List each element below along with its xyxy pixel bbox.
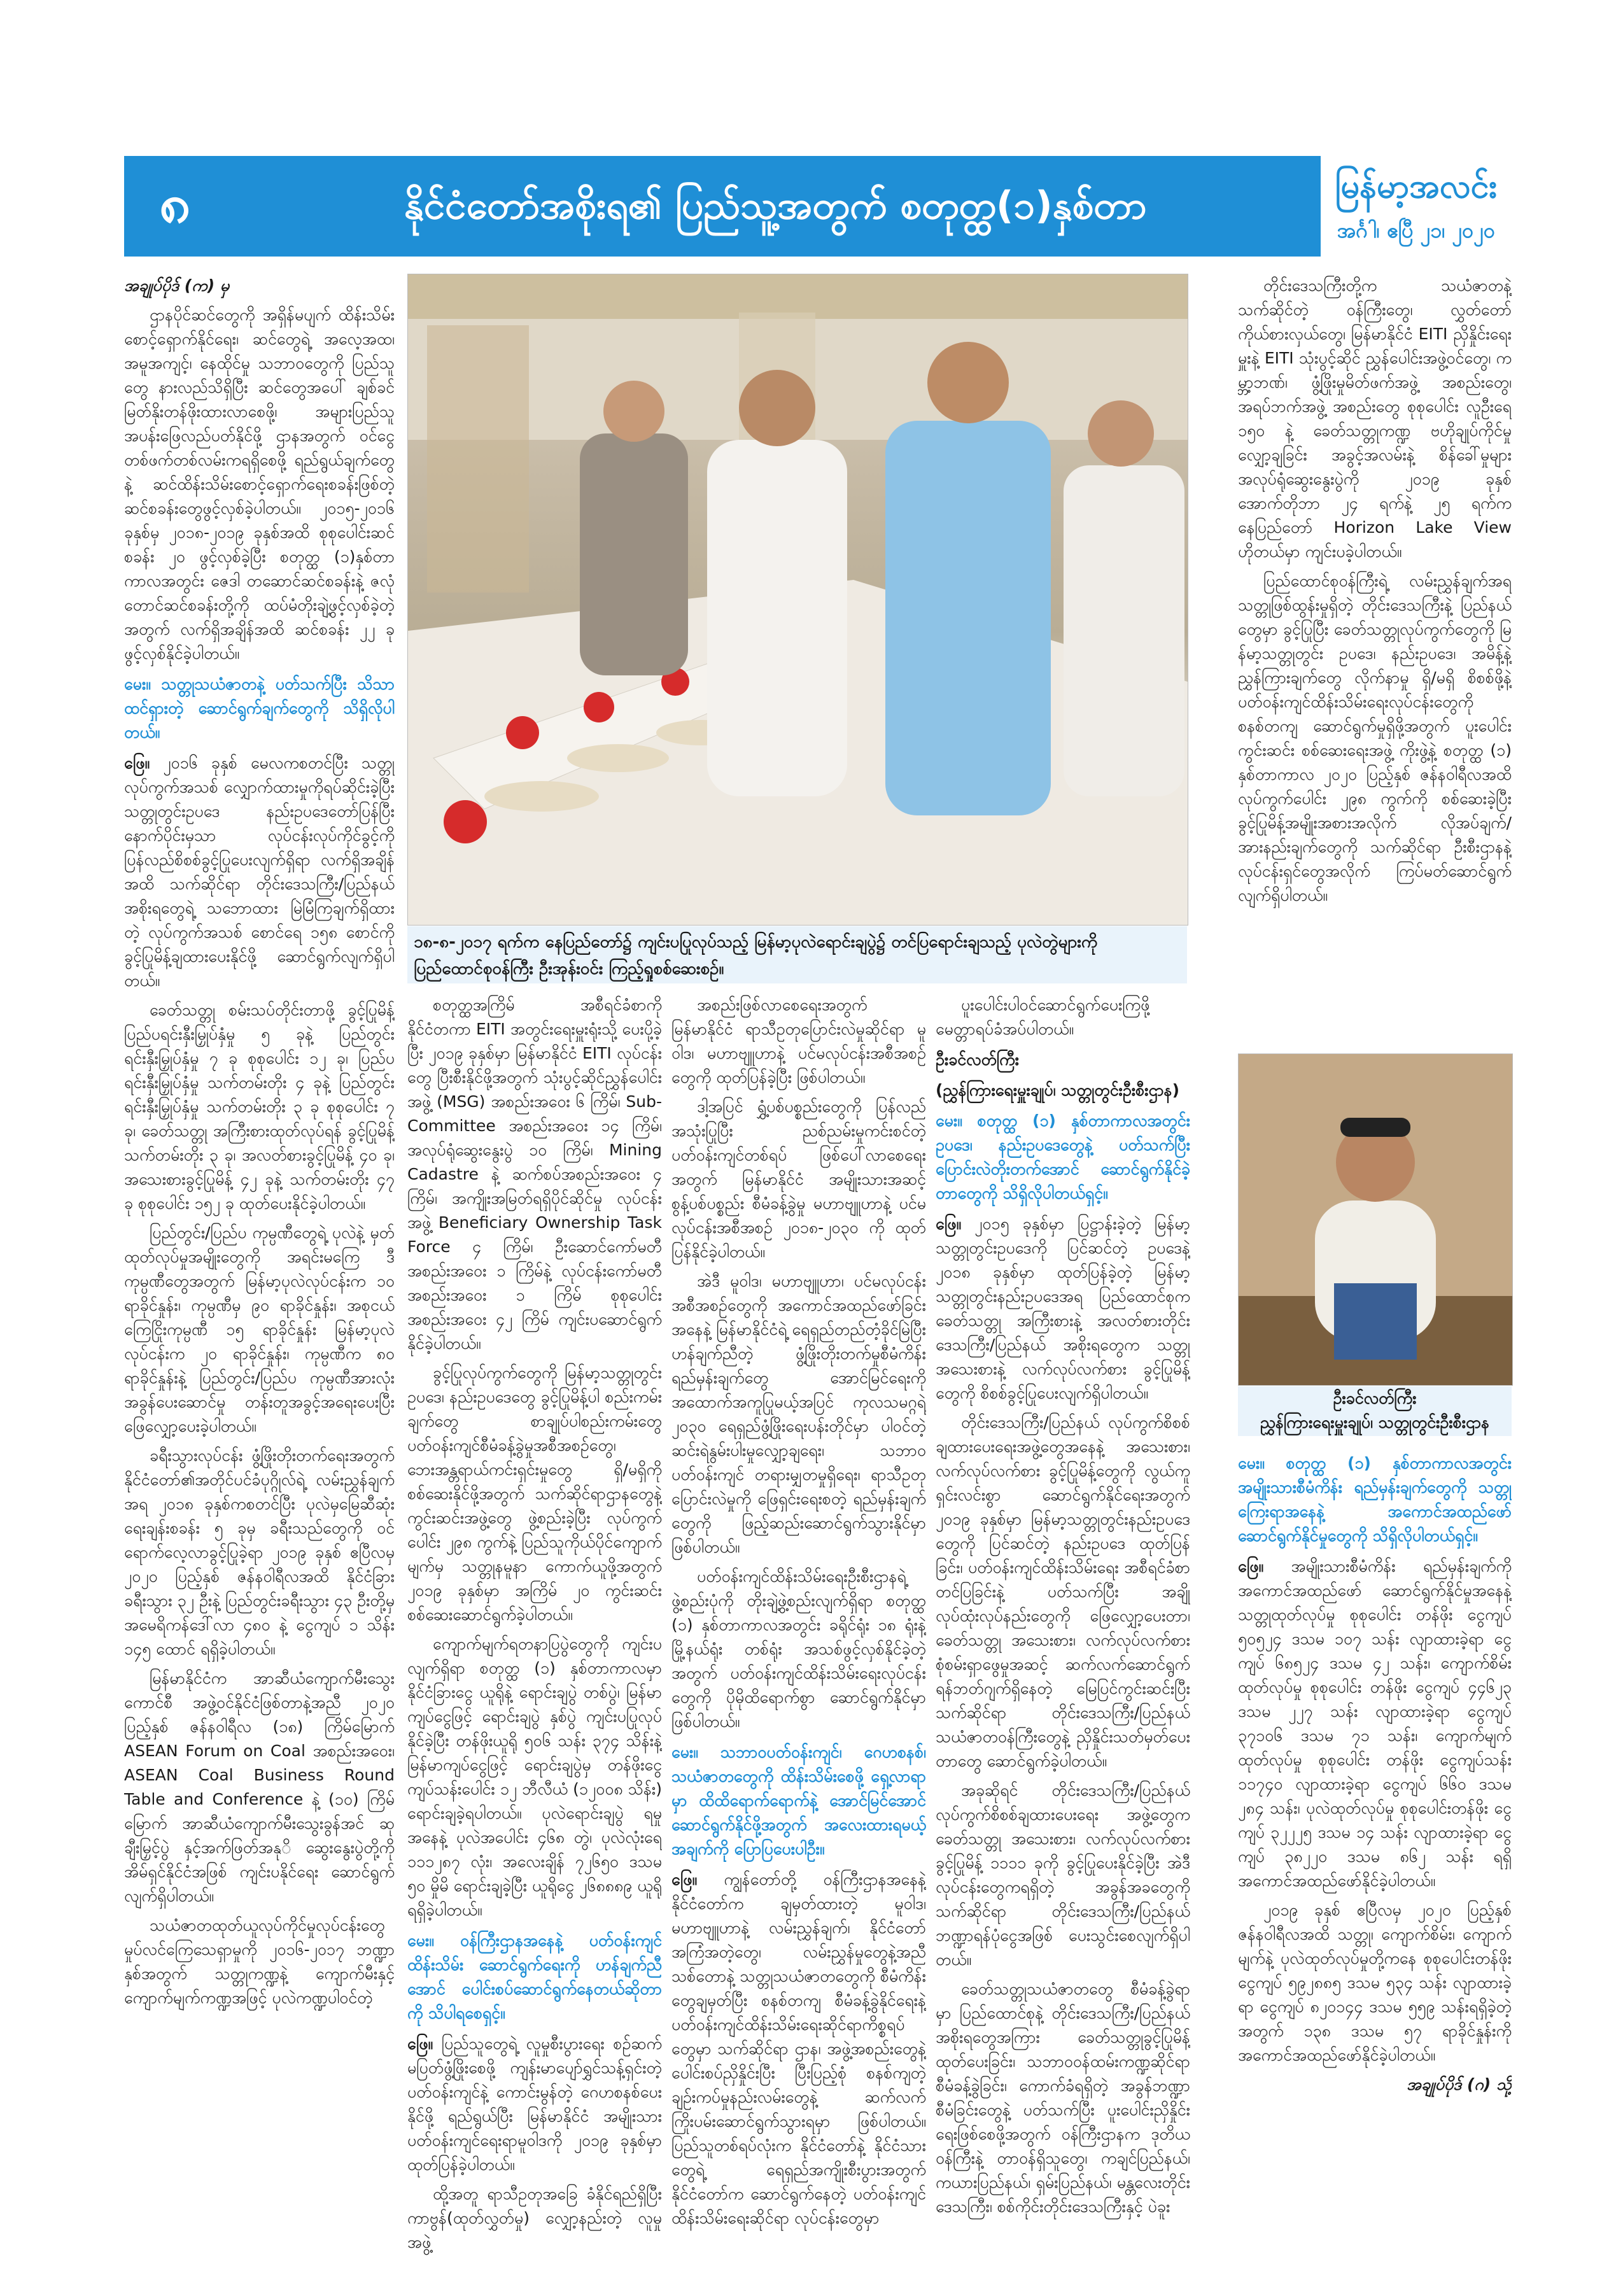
paragraph: အစည်းဖြစ်လာစေရေးအတွက် မြန်မာနိုင်ငံ ရာသီဥတုပြောင်းလဲမှုဆိုင်ရာ မူဝါဒ၊ မဟာဗျူဟာနဲ့ ပင်မလုပ်ငန်းအစီအစဉ်တွေကို ထုတ်ပြန်ခဲ့ပြီး ဖြစ်ပါတယ်။ (671, 996, 926, 1087)
paragraph: ပူးပေါင်းပါဝင်ဆောင်ရွက်ပေးကြဖို့ မေတ္တာရပ်ခံအပ်ပါတယ်။ (936, 996, 1150, 1038)
masthead-date: အင်္ဂါ၊ ဧပြီ ၂၁၊ ၂၀၂၀ (1337, 218, 1495, 243)
article-column-2 (407, 993, 662, 2279)
question (936, 1109, 1190, 1206)
paragraph: မြန်မာနိုင်ငံက အာဆီယံကျောက်မီးသွေးကောင်စီ အဖွဲ့ဝင်နိုင်ငံဖြစ်တာနဲ့အညီ ၂၀၂၀ ပြည့်နှစ် ဇန်နဝါရီလ (၁၈) ကြိမ်မြောက် ASEAN Forum on Coal အစည်းအဝေး၊ ASEAN Coal Business Round Table and Conference နဲ့ (၁၀) ကြိမ်မြောက် အာဆီယံကျောက်မီးသွေးခွန်အင် ဆုချီးမြှင့်ပွဲ နှင့်အက်ဖြတ်အနုိ ဆွေးနွေးပွဲတို့ကို အိမ်ရှင်နိုင်ငံအဖြစ် ကျင်းပနိုင်ရေး ဆောင်ရွက်လျက်ရှိပါတယ်။ (124, 1669, 395, 1905)
answer-text: ပြည်သူတွေရဲ့ လူမှုစီးပွားရေး စဉ်ဆက်မပြတ်ဖွံ့ဖြိုးစေဖို့ ကျန်းမာပျော်ရွှင်သန့်ရှင်းတဲ့ ပတ်ဝန်းကျင်နဲ့ ကောင်းမွန်တဲ့ ဂေဟစနစ်ပေးနိုင်ဖို့ ရည်ရွယ်ပြီး မြန်မာနိုင်ငံ အမျိုးသားပတ်ဝန်းကျင်ရေးရာမူဝါဒကို ၂၀၁၉ ခုနှစ်မှာ ထုတ်ပြန်ခဲ့ပါတယ်။ (407, 2034, 662, 2174)
photo-illustration (408, 274, 1188, 925)
question (407, 1929, 662, 2025)
photo-caption: ၁၈-၈-၂၀၁၇ ရက်က နေပြည်တော်၌ ကျင်းပပြုလုပ်သည့် မြန်မာ့ပုလဲရောင်းချပွဲ၌ တင်ပြရောင်းချသည့် ပုလဲတွဲများကို ပြည်ထောင်စုဝန်ကြီး ဦးအုန်းဝင်း ကြည့်ရှုစစ်ဆေးစဉ်။ (407, 926, 1187, 983)
question-label: မေး။ (1238, 1454, 1265, 1472)
answer (407, 2032, 662, 2177)
portrait-name: ဦးခင်လတ်ကြီး (1333, 1389, 1417, 1407)
paragraph: ပြည်တွင်း/ပြည်ပ ကုမ္ပဏီတွေရဲ့ ပုလဲနဲ့ မှတ်ထုတ်လုပ်မှုအမျိုးတွေကို အရင်းမကြေ ဒီ ကုမ္ပဏီတွေအတွက် မြန်မာ့ပုလဲလုပ်ငန်းက ၁၀ ရာခိုင်နှုန်း၊ ကုမ္ပဏီမှ ၉၀ ရာခိုင်နှုန်း၊ အစုငယ်ကြေငြိုးကုမ္ပဏီ ၁၅ ရာခိုင်နှုန်း မြန်မာ့ပုလဲလုပ်ငန်းက ၂၀ ရာခိုင်နှုန်း၊ ကုမ္ပဏီက ၈၀ ရာခိုင်နှုန်းနဲ့ ပြည်တွင်း/ပြည်ပ ကုမ္ပဏီအားလုံးအခွန်ပေးဆောင်မှု တန်းတူအခွင့်အရေးပေးပြီး ဖြေလျှော့ပေးခဲ့ပါတယ်။ (124, 1223, 395, 1435)
answer-label: ဖြေ။ (671, 1870, 698, 1889)
article-column-4 (936, 993, 1190, 2279)
paragraph: ခေတ်သတ္တု စမ်းသပ်တိုင်းတာဖို့ ခွင့်ပြုမိန့် ပြည်ပရင်းနှီးမြှုပ်နှံမှု ၅ ခုနဲ့ ပြည်တွင်းရင်းနှီးမြှုပ်နှံမှု ၇ ခု စုစုပေါင်း ၁၂ ခု၊ ပြည်ပရင်းနှီးမြှုပ်နှံမှု သက်တမ်းတိုး ၄ ခုနဲ့ ပြည်တွင်းရင်းနှီးမြှုပ်နှံမှု သက်တမ်းတိုး ၃ ခု စုစုပေါင်း ၇ ခု၊ ခေတ်သတ္တု အကြီးစားထုတ်လုပ်ရန် ခွင့်ပြုမိန့် သက်တမ်းတိုး ၃ ခု၊ အလတ်စားခွင့်ပြုမိန့် ၄၀ ခု၊ အသေးစားခွင့်ပြုမိန့် ၄၂ ခုနဲ့ သက်တမ်းတိုး ၄၇ ခု စုစုပေါင်း ၁၅၂ ခု ထုတ်ပေးနိုင်ခဲ့ပါတယ်။ (124, 1001, 395, 1213)
paragraph: ပြည်ထောင်စုဝန်ကြီးရဲ့ လမ်းညွှန်ချက်အရ သတ္တုဖြစ်ထွန်းမှုရှိတဲ့ တိုင်းဒေသကြီးနဲ့ ပြည်နယ်တွေမှာ ခွင့်ပြုပြီး ခေတ်သတ္တုလုပ်ကွက်တွေကို မြန်မာ့သတ္တုတွင်း ဥပဒေ၊ နည်းဥပဒေ၊ အမိန့်နဲ့ ညွှန်ကြားချက်တွေ လိုက်နာမှု ရှိ/မရှိ စိစစ်ဖို့နဲ့ ပတ်ဝန်းကျင်ထိန်းသိမ်းရေးလုပ်ငန်းတွေကို စနစ်တကျ ဆောင်ရွက်မှုရှိဖို့အတွက် ပူးပေါင်းကွင်းဆင်း စစ်ဆေးရေးအဖွဲ့ ကိုးဖွဲ့နဲ့ စတုတ္ထ (၁) နှစ်တာကာလ ၂၀၂၀ ပြည့်နှစ် ဇန်နဝါရီလအထိ လုပ်ကွက်ပေါင်း ၂၉၈ ကွက်ကို စစ်ဆေးခဲ့ပြီး ခွင့်ပြုမိန့်အမျိုးအစားအလိုက် လိုအပ်ချက်/အားနည်းချက်တွေကို သက်ဆိုင်ရာ ဦးစီးဌာနနဲ့ လုပ်ငန်းရှင်တွေအလိုက် ကြပ်မတ်ဆောင်ရွက်လျက်ရှိပါတယ်။ (1238, 572, 1512, 905)
masthead-title: မြန်မာ့အလင်း (1335, 167, 1498, 206)
question-label: မေး။ (671, 1743, 698, 1761)
question (124, 672, 395, 745)
continuation-note: အချုပ်ပိုဒ် (က) မှ (124, 276, 230, 295)
portrait-title: ညွှန်ကြားရေးမှူးချုပ်၊ သတ္တုတွင်းဦးစီးဌာန (1260, 1413, 1490, 1432)
paragraph: ဒါ့အပြင် ရွှံ့ပစ်ပစ္စည်းတွေကို ပြန်လည်အသုံးပြုပြီး ညစ်ညမ်းမှုကင်းစင်တဲ့ ပတ်ဝန်းကျင်တစ်ရပ် ဖြစ်ပေါ်လာစေရေးအတွက် မြန်မာနိုင်ငံ အမျိုးသားအဆင့် စွန့်ပစ်ပစ္စည်း စီမံခန့်ခွဲမှု မဟာဗျူဟာနဲ့ ပင်မလုပ်ငန်းအစီအစဉ် ၂၀၁၈-၂၀၃၀ ကို ထုတ်ပြန်နိုင်ခဲ့ပါတယ်။ (671, 1097, 926, 1261)
paragraph: သယံဇာတထုတ်ယူလုပ်ကိုင်မှုလုပ်ငန်းတွေ မှုပ်လင်ကြေသေရှာမှုကို ၂၀၁၆-၂၀၁၇ ဘဏ္ဍာနှစ်အတွက် သတ္တုကဏ္ဍနဲ့ ကျောက်မီးနှင့် ကျောက်မျက်ကဏ္ဍအဖြင့် ပုလဲကဏ္ဍပါဝင်တဲ့ (124, 1916, 395, 2007)
masthead (1321, 156, 1512, 257)
answer (671, 1868, 926, 2230)
answer-label: ဖြေ။ (407, 2034, 433, 2053)
question-label: မေး။ (124, 675, 151, 693)
pearl-exhibition-photo (407, 274, 1188, 926)
question-label: မေး။ (407, 1931, 434, 1950)
paragraph: အခုဆိုရင် တိုင်းဒေသကြီး/ပြည်နယ် လုပ်ကွက်စိစစ်ချထားပေးရေး အဖွဲ့တွေက ခေတ်သတ္တု အသေးစား၊ လက်လုပ်လက်စား ခွင့်ပြုမိန့် ၁၁၁၁ ခုကို ခွင့်ပြုပေးနိုင်ခဲ့ပြီး အဲဒီလုပ်ငန်းတွေကရရှိတဲ့ အခွန်အခတွေကို သက်ဆိုင်ရာ တိုင်းဒေသကြီး/ပြည်နယ် ဘဏ္ဍာရန်ပုံငွေအဖြစ် ပေးသွင်းစေလျက်ရှိပါတယ်။ (936, 1781, 1190, 1969)
question-text: စတုတ္ထ (၁) နှစ်တာကာလအတွင်း အမျိုးသားစီမံကိန်း ရည်မှန်းချက်တွေကို သတ္တုကြေးရာအနေနဲ့ အကောင်အထည်ဖော် ဆောင်ရွက်နိုင်မှုတွေကို သိရှိလိုပါတယ်ရှင့်။ (1238, 1454, 1512, 1545)
answer-text: ကျွန်တော်တို့ ဝန်ကြီးဌာနအနေနဲ့ နိုင်ငံတော်က ချမှတ်ထားတဲ့ မူဝါဒ၊ မဟာဗျူဟာနဲ့ လမ်းညွှန်ချက်၊ နိုင်ငံတော်အကြံအတဲ့တွေ၊ လမ်းညွှန်မှုတွေနဲ့အညီ သစ်တောနဲ့ သတ္တုသယံဇာတတွေကို စီမံကိန်းတွေချမှတ်ပြီး စနစ်တကျ စီမံခန့်ခွဲနိုင်ရေးနဲ့ ပတ်ဝန်းကျင်ထိန်းသိမ်းရေးဆိုင်ရာကိစ္စရပ်တွေမှာ သက်ဆိုင်ရာ ဌာန၊ အဖွဲ့အစည်းတွေနဲ့ ပေါင်းစပ်ညှိနှိုင်းပြီး ပြီးပြည့်စုံ စနစ်ကျတဲ့ ချဉ်းကပ်မှုနည်းလမ်းတွေနဲ့ ဆက်လက်ကြိုးပမ်းဆောင်ရွက်သွားရမှာ ဖြစ်ပါတယ်။ ပြည်သူတစ်ရပ်လုံးက နိုင်ငံတော်နဲ့ နိုင်ငံသားတွေရဲ့ ရေရှည်အကျိုးစီးပွားအတွက် နိုင်ငံတော်က ဆောင်ရွက်နေတဲ့ ပတ်ဝန်းကျင် ထိန်းသိမ်းရေးဆိုင်ရာ လုပ်ငန်းတွေမှာ (671, 1870, 926, 2227)
question (1238, 1451, 1512, 1548)
question-text: စတုတ္ထ (၁) နှစ်တာကာလအတွင်း ဥပဒေ၊ နည်းဥပဒေတွေနဲ့ ပတ်သက်ပြီး ပြောင်းလဲတိုးတက်အောင် ဆောင်ရွက်နိုင်ခဲ့တာတွေကို သိရှိလိုပါတယ်ရှင့်။ (936, 1111, 1190, 1202)
answer (1238, 1554, 1512, 1893)
continued-note: အချုပ်ပိုဒ် (ဂ) သို့ (1407, 2075, 1512, 2094)
portrait-caption (1238, 1386, 1512, 1436)
interviewee-title: (ညွှန်ကြားရေးမှူးချုပ်၊ သတ္တုတွင်းဦးစီးဌာန) (936, 1081, 1180, 1099)
paragraph: စတုတ္ထအကြိမ် အစီရင်ခံစာကို နိုင်ငံတကာ EITI အတွင်းရေးမှူးရုံးသို့ ပေးပို့ခဲ့ပြီး ၂၀၁၉ ခုနှစ်မှာ မြန်မာနိုင်ငံ EITI လုပ်ငန်းတွေ ပြီးစီးနိုင်ဖို့အတွက် သုံးပွင့်ဆိုင်ညွှန်ပေါင်းအဖွဲ့ (MSG) အစည်းအဝေး ၆ ကြိမ်၊ Sub-Committee အစည်းအဝေး ၁၄ ကြိမ်၊ အလုပ်ရုံဆွေးနွေးပွဲ ၁၀ ကြိမ်၊ Mining Cadastre နဲ့ ဆက်စပ်အစည်းအဝေး ၄ ကြိမ်၊ အကျိုးအမြတ်ရရှိပိုင်ဆိုင်မှု လုပ်ငန်းအဖွဲ့ Beneficiary Ownership Task Force ၄ ကြိမ်၊ ဦးဆောင်ကော်မတီ အစည်းအဝေး ၁ ကြိမ်နဲ့ လုပ်ငန်းကော်မတီအစည်းအဝေး ၁ ကြိမ် စုစုပေါင်း အစည်းအဝေး ၄၂ ကြိမ် ကျင်းပဆောင်ရွက်နိုင်ခဲ့ပါတယ်။ (407, 996, 662, 1353)
paragraph: ကျောက်မျက်ရတနာပြပွဲတွေကို ကျင်းပလျက်ရှိရာ စတုတ္ထ (၁) နှစ်တာကာလမှာ နိုင်ငံခြားငွေ ယူရိုနဲ့ ရောင်းချပွဲ တစ်ပွဲ၊ မြန်မာကျပ်ငွေဖြင့် ရောင်းချပွဲ နှစ်ပွဲ ကျင်းပပြုလုပ်နိုင်ခဲ့ပြီး တန်ဖိုးယူရို ၅၀၆ သန်း ၃၇၄ သိန်းနဲ့ မြန်မာကျပ်ငွေဖြင့် ရောင်းချပွဲမှ တန်ဖိုးငွေကျပ်သန်းပေါင်း ၁၂ ဘီလီယံ (၁၂၀၀၈ သိန်း) ရောင်းချခဲ့ရပါတယ်။ ပုလဲရောင်းချပွဲ ရမှုအနေနဲ့ ပုလဲအပေါင်း ၄၆၈ တွဲ၊ ပုလဲလုံးရေ ၁၁၁၂၈၇ လုံး၊ အလေးချိန် ၇၂၆၅၀ ဒသမ ၅၀ မှိုမိ ရောင်းချခဲ့ပြီး ယူရိုငွေ ၂၆၈၈၈၉ ယူရို ရရှိခဲ့ပါတယ်။ (407, 1635, 662, 1919)
answer-text: ၂၀၁၅ ခုနှစ်မှာ ပြဋ္ဌာန်းခဲ့တဲ့ မြန်မာ့သတ္တုတွင်းဥပဒေကို ပြင်ဆင်တဲ့ ဥပဒေနဲ့ ၂၀၁၈ ခုနှစ်မှာ ထုတ်ပြန်ခဲ့တဲ့ မြန်မာ့သတ္တုတွင်းနည်းဥပဒေအရ ပြည်ထောင်စုက ခေတ်သတ္တု အကြီးစားနဲ့ အလတ်စားတိုင်းဒေသကြီး/ပြည်နယ် အစိုးရတွေက သတ္တုအသေးစားနဲ့ လက်လုပ်လက်စား ခွင့်ပြုမိန့်တွေကို စိစစ်ခွင့်ပြုပေးလျက်ရှိပါတယ်။ (936, 1215, 1190, 1402)
answer-label: ဖြေ။ (1238, 1557, 1264, 1575)
answer-label: ဖြေ။ (936, 1215, 962, 1233)
paragraph: ထို့အတူ ရာသီဥတုအခြေ ခံနိုင်ရည်ရှိပြီး ကာဗွန်(ထုတ်လွှတ်မှု) လျှော့နည်းတဲ့ လူမှုအဖွဲ့ (407, 2185, 662, 2251)
paragraph: ခေတ်သတ္တုသယံဇာတတွေ စီမံခန့်ခွဲရာမှာ ပြည်ထောင်စုနဲ့ တိုင်းဒေသကြီး/ပြည်နယ် အစိုးရတွေအကြား ခေတ်သတ္တုခွင့်ပြုမိန့် ထုတ်ပေးခြင်း၊ သဘာဝဝန်ထမ်းကဏ္ဍဆိုင်ရာ စီမံခန့်ခွဲခြင်း၊ ကောက်ခံရရှိတဲ့ အခွန်ဘဏ္ဍာ စီမံခြင်းတွေနဲ့ ပတ်သက်ပြီး ပူးပေါင်းညှိနှိုင်း ရေးဖြစ်စေဖို့အတွက် ဝန်ကြီးဌာနက ဒုတိယဝန်ကြီးနဲ့ တာဝန်ရှိသူတွေ၊ ကချင်ပြည်နယ်၊ ကယားပြည်နယ်၊ ရှမ်းပြည်နယ်၊ မန္တလေးတိုင်းဒေသကြီး၊ စစ်ကိုင်းတိုင်းဒေသကြီးနှင့် ပဲခူး (936, 1980, 1190, 2216)
paragraph: တိုင်းဒေသကြီး/ပြည်နယ် လုပ်ကွက်စိစစ်ချထားပေးရေးအဖွဲ့တွေအနေနဲ့ အသေးစား၊ လက်လုပ်လက်စား ခွင့်ပြုမိန့်တွေကို လွယ်ကူရှင်းလင်းစွာ ဆောင်ရွက်နိုင်ရေးအတွက် ၂၀၁၉ ခုနှစ်မှာ မြန်မာ့သတ္တုတွင်းနည်းဥပဒေတွေကို ပြင်ဆင်တဲ့ နည်းဥပဒေ ထုတ်ပြန်ခြင်း၊ ပတ်ဝန်းကျင်ထိန်းသိမ်းရေး အစီရင်ခံစာတင်ပြခြင်းနဲ့ ပတ်သက်ပြီး အချို့လုပ်ထုံးလုပ်နည်းတွေကို ဖြေလျှော့ပေးတာ၊ ခေတ်သတ္တု အသေးစား၊ လက်လုပ်လက်စားစုံစမ်းရှာဖွေမှုအဆင့် ဆက်လက်ဆောင်ရွက်ရန်ဘတ်ဂျက်ရှိနေတဲ့ မြေပြင်ကွင်းဆင်းပြီး သက်ဆိုင်ရာ တိုင်းဒေသကြီး/ပြည်နယ် သယံဇာတဝန်ကြီးတွေနဲ့ ညှိနှိုင်းသတ်မှတ်ပေးတာတွေ ဆောင်ရွက်ခဲ့ပါတယ်။ (936, 1413, 1190, 1770)
headline: နိုင်ငံတော်အစိုးရ၏ ပြည်သူ့အတွက် စတုတ္ထ(၁)နှစ်တာ (404, 183, 1147, 228)
page-number: ၈ (159, 172, 191, 236)
answer (124, 751, 395, 993)
paragraph: တိုင်းဒေသကြီးတို့က သယံဇာတနဲ့ သက်ဆိုင်တဲ့ ဝန်ကြီးတွေ၊ လွှတ်တော်ကိုယ်စားလှယ်တွေ၊ မြန်မာနိုင်ငံ EITI ညှိနှိုင်းရေးမှူးနဲ့ EITI သုံးပွင့်ဆိုင် ညွှန်ပေါင်းအဖွဲ့ဝင်တွေ၊ ကမ္ဘာ့ဘဏ်၊ ဖွံ့ဖြိုးမှုမိတ်ဖက်အဖွဲ့ အစည်းတွေ၊ အရပ်ဘက်အဖွဲ့ အစည်းတွေ စုစုပေါင်း လူဦးရေ ၁၅၀ နဲ့ ခေတ်သတ္တုကဏ္ဍ ဗဟိုချုပ်ကိုင်မှု လျှော့ချခြင်း အခွင့်အလမ်းနဲ့ စိန်ခေါ်မှုများ အလုပ်ရုံဆွေးနွေးပွဲကို ၂၀၁၉ ခုနှစ် အောက်တိုဘာ ၂၄ ရက်နဲ့ ၂၅ ရက်က နေပြည်တော် Horizon Lake View ဟိုတယ်မှာ ကျင်းပခဲ့ပါတယ်။ (1238, 276, 1512, 561)
article-column-3 (671, 993, 926, 2279)
answer-label: ဖြေ။ (124, 754, 150, 772)
question-label: မေး။ (936, 1111, 962, 1130)
page-banner (124, 156, 1512, 257)
paragraph: ၂၀၁၉ ခုနှစ် ဧပြီလမှ ၂၀၂၀ ပြည့်နှစ် ဇန်နဝါရီလအထိ သတ္တု၊ ကျောက်စိမ်း၊ ကျောက်မျက်နဲ့ ပုလဲထုတ်လုပ်မှုတို့ကနေ စုစုပေါင်းတန်ဖိုး ငွေကျပ် ၅၉၂၈၈၅ ဒသမ ၅၃၄ သန်း လျာထားခဲ့ရာ ငွေကျပ် ၈၂၀၁၄၄ ဒသမ ၅၅၉ သန်းရရှိခဲ့တဲ့အတွက် ၁၃၈ ဒသမ ၅၇ ရာခိုင်နှုန်းကို အကောင်အထည်ဖော်နိုင်ခဲ့ပါတယ်။ (1238, 1901, 1512, 2064)
paragraph: ဌာနပိုင်ဆင်တွေကို အရှိန်မပျက် ထိန်းသိမ်းစောင့်ရှောက်နိုင်ရေး၊ ဆင်တွေရဲ့ အလေ့အထ၊ အမူအကျင့်၊ နေထိုင်မှု သဘာဝတွေကို ပြည်သူတွေ နားလည်သိရှိပြီး ဆင်တွေအပေါ် ချစ်ခင်မြတ်နိုးတန်ဖိုးထားလာစေဖို့၊ အများပြည်သူ အပန်းဖြေလည်ပတ်နိုင်ဖို့ ဌာနအတွက် ဝင်ငွေတစ်ဖက်တစ်လမ်းကရရှိစေဖို့ ရည်ရွယ်ချက်တွေနဲ့ ဆင်ထိန်းသိမ်းစောင့်ရှောက်ရေးစခန်းဖြစ်တဲ့ ဆင်စခန်းတွေဖွင့်လှစ်ခဲ့ပါတယ်။ ၂၀၁၅-၂၀၁၆ ခုနှစ်မှ ၂၀၁၈-၂၀၁၉ ခုနှစ်အထိ စုစုပေါင်းဆင်စခန်း ၂၀ ဖွင့်လှစ်ခဲ့ပြီး စတုတ္ထ (၁)နှစ်တာကာလအတွင်း ဇေဒါ တဆောင်ဆင်စခန်းနဲ့ ဇလုံတောင်ဆင်စခန်းတို့ကို ထပ်မံတိုးချဲ့ဖွင့်လှစ်ခဲ့တဲ့အတွက် လက်ရှိအချိန်အထိ ဆင်စခန်း ၂၂ ခု ဖွင့်လှစ်နိုင်ခဲ့ပါတယ်။ (124, 306, 395, 663)
article-column-1 (124, 274, 395, 2279)
paragraph: အဲဒီ မူဝါဒ၊ မဟာဗျူဟာ၊ ပင်မလုပ်ငန်းအစီအစဉ်တွေကို အကောင်အထည်ဖော်ခြင်းအနေနဲ့ မြန်မာနိုင်ငံရဲ့ ရေရှည်တည်တံ့ခိုင်မြဲပြီး ဟန်ချက်ညီတဲ့ ဖွံ့ဖြိုးတိုးတက်မှုစီမံကိန်း ရည်မှန်းချက်တွေ အောင်မြင်ရေးကို အထောက်အကူပြုမယ့်အပြင် ကုလသမဂ္ဂရဲ့ ၂၀၃၀ ရေရှည်ဖွံ့ဖြိုးရေးပန်းတိုင်မှာ ပါဝင်တဲ့ ဆင်းရဲနွမ်းပါးမှုလျှော့ချရေး၊ သဘာဝပတ်ဝန်းကျင် တရားမျှတမှုရှိရေး၊ ရာသီဥတုပြောင်းလဲမှုကို ဖြေရှင်းရေးစတဲ့ ရည်မှန်းချက်တွေကို ဖြည့်ဆည်းဆောင်ရွက်သွားနိုင်မှာ ဖြစ်ပါတယ်။ (671, 1272, 926, 1556)
question-text: သဘာဝပတ်ဝန်းကျင်၊ ဂေဟစနစ်၊ သယံဇာတတွေကို ထိန်းသိမ်းစေဖို့ ရှေ့လာရာမှာ ထိထိရောက်ရောက်နဲ့ အောင်မြင်အောင် ဆောင်ရွက်နိုင်ဖို့အတွက် အလေးထားရမယ့်အချက်ကို ပြောပြပေးပါဦး။ (671, 1743, 926, 1858)
article-column-5-bottom (1238, 1445, 1512, 2279)
interviewee-name: ဦးခင်လတ်ကြီး (936, 1050, 1019, 1069)
paragraph: ခွင့်ပြုလုပ်ကွက်တွေကို မြန်မာ့သတ္တုတွင်းဥပဒေ၊ နည်းဥပဒေတွေ ခွင့်ပြုမိန့်ပါ စည်းကမ်းချက်တွေ စာချုပ်ပါစည်းကမ်းတွေ ပတ်ဝန်းကျင်စီမံခန့်ခွဲမှုအစီအစဉ်တွေ၊ ဘေးအန္တရာယ်ကင်းရှင်းမှုတွေ ရှိ/မရှိကို စစ်ဆေးနိုင်ဖို့အတွက် သက်ဆိုင်ရာဌာနတွေနဲ့ ကွင်းဆင်းအဖွဲ့တွေ ဖွဲ့စည်းခဲ့ပြီး လုပ်ကွက်ပေါင်း ၂၉၈ ကွက်နဲ့ ပြည်သူကိုယ်ပိုင်ကျောက်မျက်မှ သတ္တုနမူနာ ကောက်ယူဖို့အတွက် ၂၀၁၉ ခုနှစ်မှာ အကြိမ် ၂၀ ကွင်းဆင်းစစ်ဆေးဆောင်ရွက်ခဲ့ပါတယ်။ (407, 1363, 662, 1624)
question-text: ဝန်ကြီးဌာနအနေနဲ့ ပတ်ဝန်းကျင် ထိန်းသိမ်း ဆောင်ရွက်ရေးကို ဟန်ချက်ညီအောင် ပေါင်းစပ်ဆောင်ရွက်နေတယ်ဆိုတာကို သိပါရစေရှင့်။ (407, 1931, 662, 2022)
answer-text: အမျိုးသားစီမံကိန်း ရည်မှန်းချက်ကို အကောင်အထည်ဖော် ဆောင်ရွက်နိုင်မှုအနေနဲ့ သတ္တုထုတ်လုပ်မှု စုစုပေါင်း တန်ဖိုး ငွေကျပ် ၅၀၅၂၄ ဒသမ ၁၀၇ သန်း လျာထားခဲ့ရာ ငွေကျပ် ၆၈၅၂၄ ဒသမ ၄၂ သန်း၊ ကျောက်စိမ်းထုတ်လုပ်မှု စုစုပေါင်း တန်ဖိုး ငွေကျပ် ၄၄၆၂၃ ဒသမ ၂၂၇ သန်း လျာထားခဲ့ရာ ငွေကျပ် ၃၇၁၀၆ ဒသမ ၇၁ သန်း၊ ကျောက်မျက်ထုတ်လုပ်မှု စုစုပေါင်း တန်ဖိုး ငွေကျပ်သန်း ၁၁၇၄၀ လျာထားခဲ့ရာ ငွေကျပ် ၆၆၀ ဒသမ ၂၈၄ သန်း၊ ပုလဲထုတ်လုပ်မှု စုစုပေါင်းတန်ဖိုး ငွေကျပ် ၃၂၂၂၅ ဒသမ ၁၄ သန်း လျာထားခဲ့ရာ ငွေကျပ် ၃၈၂၂၀ ဒသမ ၈၆၂ သန်း ရရှိအကောင်အထည်ဖော်နိုင်ခဲ့ပါတယ်။ (1238, 1557, 1512, 1890)
answer (936, 1212, 1190, 1405)
paragraph: ပတ်ဝန်းကျင်ထိန်းသိမ်းရေးဦးစီးဌာနရဲ့ ဖွဲ့စည်းပုံကို တိုးချဲ့ဖွဲ့စည်းလျက်ရှိရာ စတုတ္ထ (၁) နှစ်တာကာလအတွင်း ခရိုင်ရုံး ၁၈ ရုံးနဲ့ မြို့နယ်ရုံး တစ်ရုံး အသစ်ဖွင့်လှစ်နိုင်ခဲ့တဲ့ အတွက် ပတ်ဝန်းကျင်ထိန်းသိမ်းရေးလုပ်ငန်းတွေကို ပိုမိုထိရောက်စွာ ဆောင်ရွက်နိုင်မှာ ဖြစ်ပါတယ်။ (671, 1567, 926, 1731)
question-text: သတ္တုသယံဇာတနဲ့ ပတ်သက်ပြီး သိသာထင်ရှားတဲ့ ဆောင်ရွက်ချက်တွေကို သိရှိလိုပါတယ်။ (124, 675, 395, 742)
portrait-photo (1238, 1053, 1513, 1386)
question (671, 1740, 926, 1861)
portrait-illustration (1239, 1054, 1512, 1385)
answer-text: ၂၀၁၆ ခုနှစ် မေလကစတင်ပြီး သတ္တုလုပ်ကွက်အသစ် လျှောက်ထားမှုကိုရပ်ဆိုင်းခဲ့ပြီး သတ္တုတွင်းဥပဒေ နည်းဥပဒေတော်ပြန်ပြီးနောက်ပိုင်းမှသာ လုပ်ငန်းလုပ်ကိုင်ခွင့်ကို ပြန်လည်စိစစ်ခွင့်ပြုပေးလျက်ရှိရာ လက်ရှိအချိန်အထိ သက်ဆိုင်ရာ တိုင်းဒေသကြီး/ပြည်နယ် အစိုးရတွေရဲ့ သဘောထား မြဲမြံကြချက်ရှိထားတဲ့ လုပ်ကွက်အသစ် စောင်ရေ ၁၅၈ စောင်ကို ခွင့်ပြုမိန့်ချထားပေးနိုင်ဖို့ ဆောင်ရွက်လျက်ရှိပါတယ်။ (124, 754, 395, 990)
paragraph: ခရီးသွားလုပ်ငန်း ဖွံ့ဖြိုးတိုးတက်ရေးအတွက် နိုင်ငံတော်၏အတိုင်ပင်ခံပုဂ္ဂိုလ်ရဲ့ လမ်းညွှန်ချက်အရ ၂၀၁၈ ခုနှစ်ကစတင်ပြီး ပုလဲမှမြေဆီဆုံးရေးချန်းစခန်း ၅ ခုမှ ခရီးသည်တွေကို ဝင်ရောက်လေ့လာခွင့်ပြုခဲ့ရာ ၂၀၁၉ ခုနှစ် ဧပြီလမှ ၂၀၂၀ ပြည့်နှစ် ဇန်နဝါရီလအထိ နိုင်ငံခြားခရီးသွား ၃၂ ဦးနဲ့ ပြည်တွင်းခရီးသွား ၄၃ ဦးတို့မှ အမေရိကန်ဒေါ်လာ ၄၈၀ နဲ့ ငွေကျပ် ၁ သိန်း ၁၄၅ ထောင် ရရှိခဲ့ပါတယ်။ (124, 1446, 395, 1658)
article-column-5-top (1238, 274, 1512, 1044)
